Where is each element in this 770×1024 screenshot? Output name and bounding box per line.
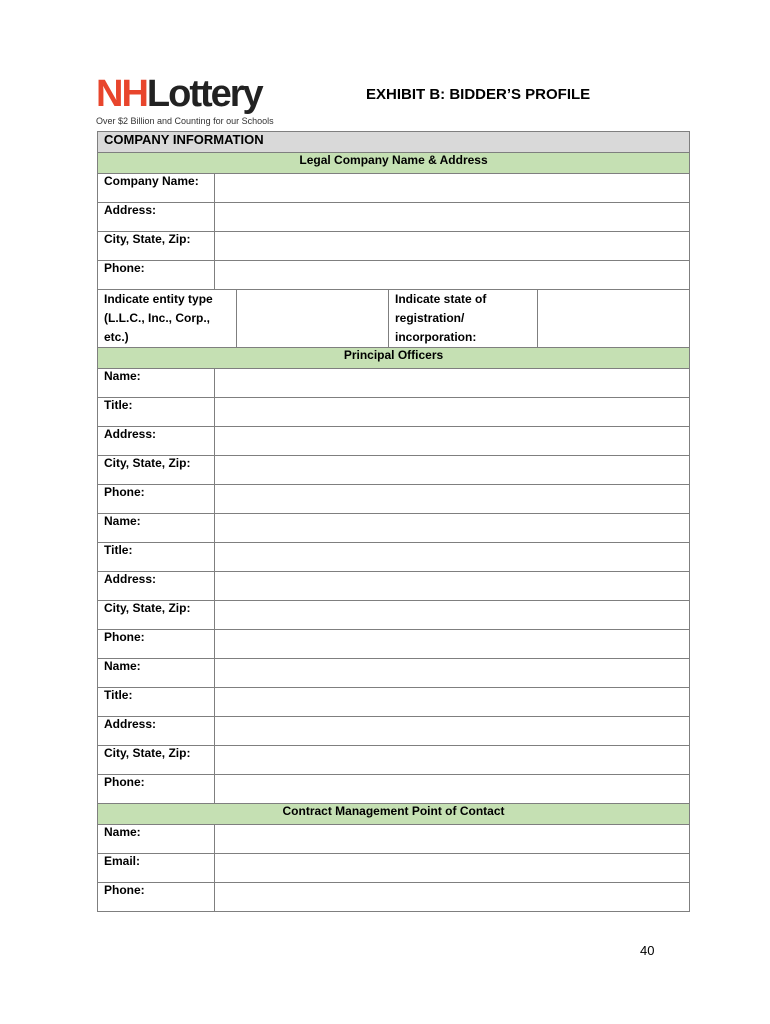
officer2-address-field[interactable]: [215, 572, 690, 601]
officer3-name-label: Name:: [98, 659, 215, 688]
contact-name-field[interactable]: [215, 825, 690, 854]
contact-name-label: Name:: [98, 825, 215, 854]
officer3-address-field[interactable]: [215, 717, 690, 746]
logo-wordmark: NHLottery: [96, 73, 262, 115]
contract-contact-header: Contract Management Point of Contact: [98, 804, 690, 825]
state-registration-field[interactable]: [538, 290, 690, 348]
company-city-field[interactable]: [215, 232, 690, 261]
company-phone-field[interactable]: [215, 261, 690, 290]
officer3-city-field[interactable]: [215, 746, 690, 775]
nh-lottery-logo: [96, 72, 286, 130]
legal-name-header: Legal Company Name & Address: [98, 153, 690, 174]
logo-tagline: Over $2 Billion and Counting for our Schools: [96, 116, 274, 126]
company-info-header: COMPANY INFORMATION: [98, 132, 690, 153]
officer2-name-label: Name:: [98, 514, 215, 543]
officer1-name-field[interactable]: [215, 369, 690, 398]
bidder-profile-form: [97, 131, 690, 912]
contact-email-label: Email:: [98, 854, 215, 883]
officer2-title-field[interactable]: [215, 543, 690, 572]
officer2-title-label: Title:: [98, 543, 215, 572]
officer2-name-field[interactable]: [215, 514, 690, 543]
entity-type-label: Indicate entity type (L.L.C., Inc., Corp., etc.): [98, 290, 237, 348]
contact-phone-field[interactable]: [215, 883, 690, 912]
officer3-name-field[interactable]: [215, 659, 690, 688]
officer2-phone-label: Phone:: [98, 630, 215, 659]
officer1-address-field[interactable]: [215, 427, 690, 456]
company-city-label: City, State, Zip:: [98, 232, 215, 261]
company-address-label: Address:: [98, 203, 215, 232]
officer2-phone-field[interactable]: [215, 630, 690, 659]
officer3-address-label: Address:: [98, 717, 215, 746]
officer3-phone-field[interactable]: [215, 775, 690, 804]
company-phone-label: Phone:: [98, 261, 215, 290]
officer1-phone-label: Phone:: [98, 485, 215, 514]
officer3-title-field[interactable]: [215, 688, 690, 717]
officer2-address-label: Address:: [98, 572, 215, 601]
officer2-city-field[interactable]: [215, 601, 690, 630]
officer1-title-label: Title:: [98, 398, 215, 427]
contact-phone-label: Phone:: [98, 883, 215, 912]
state-registration-label: Indicate state of registration/ incorporation:: [389, 290, 538, 348]
officer1-title-field[interactable]: [215, 398, 690, 427]
officer3-city-label: City, State, Zip:: [98, 746, 215, 775]
officer3-phone-label: Phone:: [98, 775, 215, 804]
company-name-label: Company Name:: [98, 174, 215, 203]
officer3-title-label: Title:: [98, 688, 215, 717]
officer1-city-field[interactable]: [215, 456, 690, 485]
officer2-city-label: City, State, Zip:: [98, 601, 215, 630]
officer1-phone-field[interactable]: [215, 485, 690, 514]
company-address-field[interactable]: [215, 203, 690, 232]
officer1-name-label: Name:: [98, 369, 215, 398]
company-name-field[interactable]: [215, 174, 690, 203]
contact-email-field[interactable]: [215, 854, 690, 883]
entity-type-field[interactable]: [237, 290, 389, 348]
page-title: EXHIBIT B: BIDDER’S PROFILE: [366, 86, 591, 103]
officer1-city-label: City, State, Zip:: [98, 456, 215, 485]
principal-officers-header: Principal Officers: [98, 348, 690, 369]
officer1-address-label: Address:: [98, 427, 215, 456]
page-number: 40: [640, 943, 655, 958]
